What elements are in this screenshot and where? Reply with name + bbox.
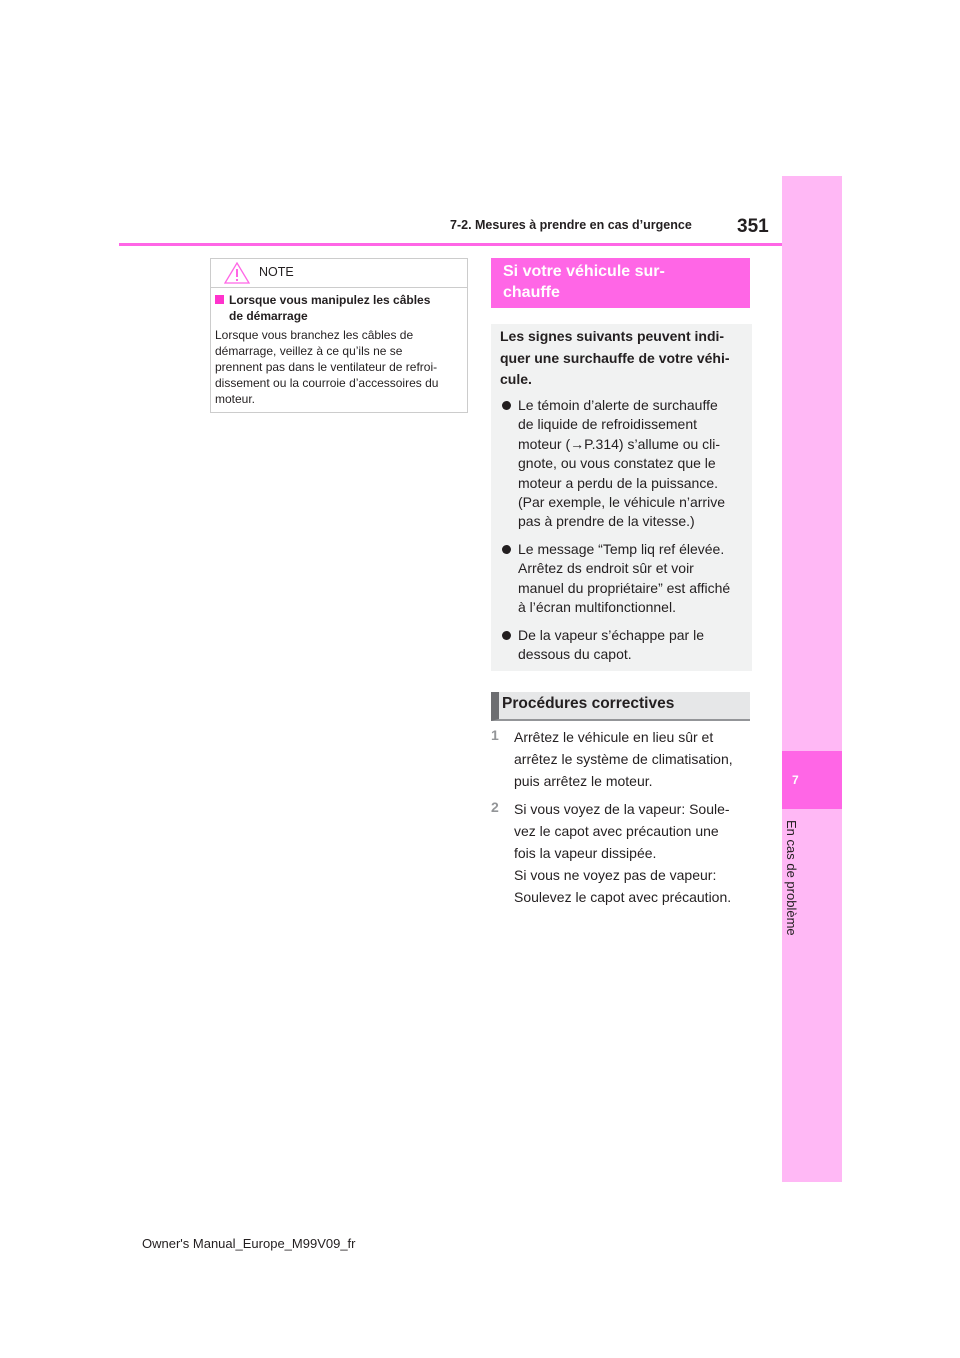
note-line: prennent pas dans le ventilateur de refroi- <box>215 360 438 374</box>
bullet-line: De la vapeur s’échappe par le <box>518 627 705 643</box>
note-subtitle-line: de démarrage <box>229 309 308 323</box>
warning-icon <box>224 262 250 284</box>
step-line: arrêtez le système de climatisation, <box>514 751 733 767</box>
bullet-line: pas à prendre de la vitesse.) <box>518 513 695 530</box>
bullet-line: à l’écran multifonctionnel. <box>518 599 676 616</box>
header-divider <box>119 243 782 246</box>
note-subtitle <box>215 292 465 324</box>
intro-line: quer une surchauffe de votre véhi- <box>500 349 730 366</box>
step-number: 2 <box>491 799 499 815</box>
bullet-line: dessous du capot. <box>518 646 632 663</box>
step-line: Si vous ne voyez pas de vapeur: <box>514 867 717 883</box>
bullet-item <box>518 540 730 618</box>
bullet-line: Le témoin d’alerte de surchauffe <box>518 397 718 413</box>
note-label: NOTE <box>259 265 294 279</box>
signs-intro <box>500 326 730 391</box>
page-number: 351 <box>737 216 769 237</box>
bullet-line: gnote, ou vous constatez que le <box>518 455 716 472</box>
section-title-line: chauffe <box>503 284 560 301</box>
section-title-line: Si votre véhicule sur- <box>503 263 665 280</box>
section-title <box>491 258 750 308</box>
note-body <box>215 327 465 407</box>
signs-box <box>491 324 752 671</box>
intro-line: Les signes suivants peuvent indi- <box>500 328 725 344</box>
note-line: Lorsque vous branchez les câbles de <box>215 328 414 342</box>
bullet-item <box>518 396 725 532</box>
footer-text: Owner's Manual_Europe_M99V09_fr <box>142 1236 356 1251</box>
step-line: vez le capot avec précaution une <box>514 823 719 839</box>
chapter-number-tab <box>782 751 842 809</box>
bullet-line: moteur a perdu de la puissance. <box>518 474 719 491</box>
bullet-line: moteur (→P.314) s’allume ou cli- <box>518 435 721 452</box>
note-header <box>211 259 467 288</box>
section-header: 7-2. Mesures à prendre en cas d’urgence <box>450 218 692 232</box>
bullet-line: manuel du propriétaire” est affiché <box>518 579 731 596</box>
note-line: démarrage, veillez à ce qu’ils ne se <box>215 344 403 358</box>
step-line: fois la vapeur dissipée. <box>514 845 657 861</box>
step-line: Soulevez le capot avec précaution. <box>514 889 732 905</box>
step-text <box>514 726 733 792</box>
intro-line: cule. <box>500 371 532 387</box>
step-text <box>514 798 731 908</box>
note-box <box>210 258 468 413</box>
square-bullet-icon <box>215 295 224 304</box>
bullet-item <box>518 626 704 665</box>
step-line: Si vous voyez de la vapeur: Soule- <box>514 801 730 817</box>
bullet-line: de liquide de refroidissement <box>518 416 697 433</box>
step-line: puis arrêtez le moteur. <box>514 773 653 789</box>
note-line: moteur. <box>215 392 256 406</box>
note-subtitle-line: Lorsque vous manipulez les câbles <box>229 293 431 307</box>
chapter-number: 7 <box>792 773 799 787</box>
bullet-line: Le message “Temp liq ref élevée. <box>518 541 725 557</box>
procedures-heading: Procédures correctives <box>491 692 750 721</box>
bullet-line: Arrêtez ds endroit sûr et voir <box>518 560 694 577</box>
note-line: dissement ou la courroie d’accessoires du <box>215 376 439 390</box>
chapter-label: En cas de problème <box>784 820 799 936</box>
step-line: Arrêtez le véhicule en lieu sûr et <box>514 729 714 745</box>
bullet-line: (Par exemple, le véhicule n’arrive <box>518 494 725 511</box>
step-number: 1 <box>491 727 499 743</box>
chapter-side-tab <box>782 176 842 1182</box>
